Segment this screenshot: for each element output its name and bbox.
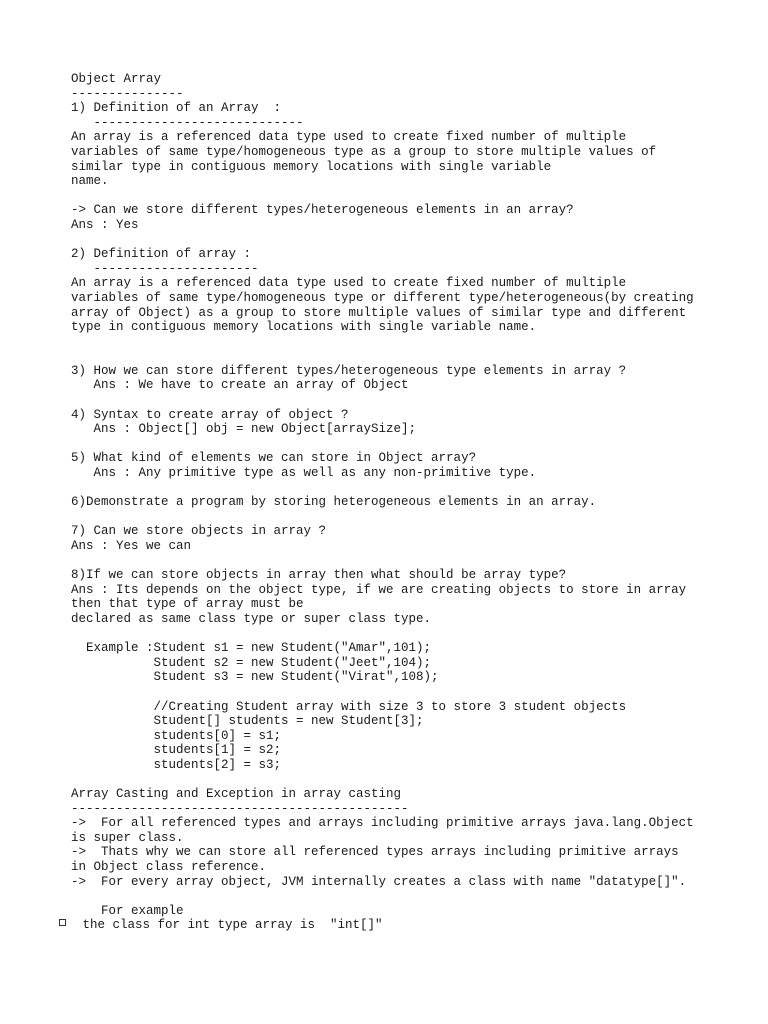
blank-line (71, 437, 761, 452)
text-line: 2) Definition of array : (71, 247, 252, 262)
text-line: An array is a referenced data type used to create fixed number of multiple (71, 130, 627, 145)
text-line: Object Array (71, 72, 162, 86)
text-line: declared as same class type or super class type. (71, 611, 432, 626)
bullet-text: the class for int type array is "int[]" (75, 918, 383, 933)
blank-line (71, 481, 761, 496)
text-line: 3) How we can store different types/heterogeneous type elements in array ? (71, 363, 627, 378)
text-line: variables of same type/homogeneous type or different type/heterogeneous(by creating (71, 290, 694, 305)
text-line: Ans : Any primitive type as well as any non-primitive type. (71, 466, 537, 481)
text-line: --------------------------------------------- (71, 801, 409, 816)
blank-line (71, 510, 761, 525)
text-line: students[2] = s3; (71, 757, 282, 772)
text-line: Student s3 = new Student("Virat",108); (71, 670, 439, 685)
text-line: 4) Syntax to create array of object ? (71, 407, 349, 422)
text-line: -> For all referenced types and arrays including primitive arrays java.lang.Object (71, 816, 694, 831)
text-line: Ans : Yes we can (71, 539, 192, 553)
text-line: For example (71, 903, 184, 918)
blank-line (71, 554, 761, 569)
text-line: Array Casting and Exception in array casting (71, 787, 402, 802)
text-line: //Creating Student array with size 3 to store 3 student objects (71, 699, 627, 714)
text-line: 5) What kind of elements we can store in Object array? (71, 451, 477, 466)
blank-line (71, 335, 761, 350)
text-line: then that type of array must be (71, 597, 304, 612)
text-line: in Object class reference. (71, 860, 267, 875)
text-line: type in contiguous memory locations with single variable name. (71, 320, 537, 335)
text-line: An array is a referenced data type used to create fixed number of multiple (71, 276, 627, 291)
text-line: ---------------------- (71, 261, 259, 276)
text-line: students[1] = s2; (71, 743, 282, 758)
text-line: Ans : Object[] obj = new Object[arraySize]; (71, 422, 417, 437)
blank-line (71, 685, 761, 700)
text-line: Example :Student s1 = new Student("Amar",101); (71, 641, 432, 656)
text-line: 7) Can we store objects in array ? (71, 524, 327, 539)
text-line: variables of same type/homogeneous type as a group to store multiple values of (71, 144, 657, 159)
document-body (71, 72, 761, 933)
square-bullet-icon (59, 919, 66, 926)
text-line: students[0] = s1; (71, 728, 282, 743)
text-line: ---------------------------- (71, 115, 304, 130)
text-line: array of Object) as a group to store multiple values of similar type and different (71, 305, 687, 320)
text-line: -> Can we store different types/heterogeneous elements in an array? (71, 203, 574, 218)
blank-line (71, 627, 761, 642)
text-line: 8)If we can store objects in array then what should be array type? (71, 568, 567, 583)
text-line: Ans : We have to create an array of Object (71, 378, 409, 393)
bullet-item (59, 918, 749, 933)
blank-line (71, 773, 761, 788)
text-line: is super class. (71, 830, 184, 845)
text-line: -> Thats why we can store all referenced types arrays including primitive arrays (71, 845, 679, 860)
text-line: Student s2 = new Student("Jeet",104); (71, 655, 432, 670)
text-line: similar type in contiguous memory locations with single variable (71, 159, 552, 174)
text-line: 1) Definition of an Array : (71, 101, 282, 116)
blank-line (71, 189, 761, 204)
text-line: Ans : Its depends on the object type, if we are creating objects to store in array (71, 582, 687, 597)
blank-line (71, 233, 761, 248)
text-line: -> For every array object, JVM internally creates a class with name "datatype[]". (71, 874, 687, 889)
blank-line (71, 393, 761, 408)
text-line: --------------- (71, 86, 184, 101)
text-line: Student[] students = new Student[3]; (71, 714, 424, 729)
text-line: Ans : Yes (71, 217, 139, 232)
blank-line (71, 349, 761, 364)
text-line: name. (71, 174, 109, 189)
blank-line (71, 889, 761, 904)
text-line: 6)Demonstrate a program by storing heterogeneous elements in an array. (71, 495, 597, 510)
